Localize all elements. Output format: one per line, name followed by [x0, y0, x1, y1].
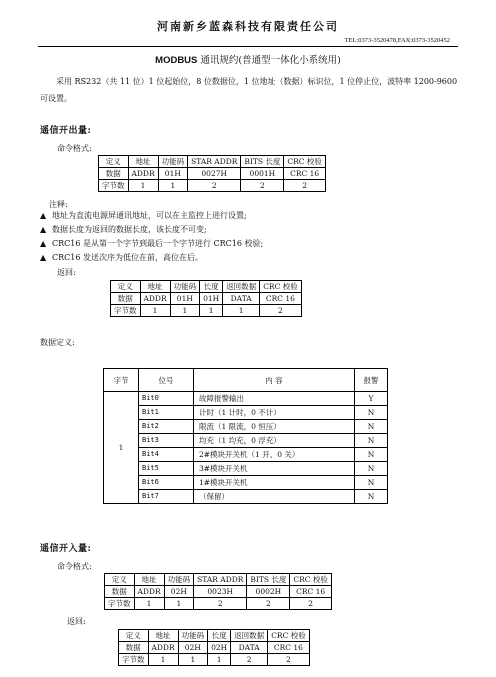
section2-heading: 遥信开入量:: [40, 544, 92, 554]
table-cell: DATA: [223, 293, 260, 305]
table-cell: Bit3: [139, 434, 194, 448]
tel-fax: TEL:0373-3520478,FAX:0373-3520452: [344, 37, 450, 44]
table-cell: CRC 16: [290, 586, 332, 598]
table-cell: 2: [231, 654, 268, 666]
table-row: [99, 156, 326, 168]
table-cell: STAR ADDR: [194, 574, 247, 586]
note-text: CRC16 是从第一个字节到最后一个字节进行 CRC16 校验;: [52, 239, 264, 248]
table-cell: 1: [140, 305, 170, 317]
table-cell: 地址: [128, 156, 158, 168]
table-cell: 0023H: [194, 586, 247, 598]
table-cell: N: [355, 420, 388, 434]
doc-title: [0, 52, 496, 66]
table-cell: CRC 校验: [284, 156, 326, 168]
table-cell: 2#模块开关机（1 开、0 关）: [194, 448, 355, 462]
table-cell: 数据: [111, 293, 141, 305]
table-cell: ADDR: [134, 586, 164, 598]
table-cell: Bit1: [139, 406, 194, 420]
table-header-cell: 内 容: [194, 369, 355, 392]
table-cell: 1: [158, 180, 188, 192]
table-row: [104, 406, 388, 420]
table-cell: Bit4: [139, 448, 194, 462]
table-cell: BITS 长度: [241, 156, 284, 168]
table-cell: 01H: [170, 293, 200, 305]
table-row: [104, 476, 388, 490]
data-def-label: 数据定义:: [40, 338, 75, 347]
table-cell: 故障报警输出: [194, 392, 355, 406]
section1-return-label: 返回:: [57, 268, 76, 277]
table-cell: 功能码: [158, 156, 188, 168]
table-cell: N: [355, 406, 388, 420]
table-cell: ADDR: [140, 293, 170, 305]
table-cell: 长度: [200, 281, 223, 293]
note-item: [40, 209, 263, 223]
table-cell: CRC 校验: [268, 630, 310, 642]
table-cell: 1: [148, 654, 178, 666]
table-cell: 01H: [200, 293, 223, 305]
table-cell: ADDR: [148, 642, 178, 654]
table-header-cell: 报警: [355, 369, 388, 392]
note-text: 数据长度为返回的数据长度，该长度不可变;: [52, 225, 207, 234]
table-row: [119, 642, 310, 654]
section2-return-table: [118, 629, 310, 666]
table-cell: 定义: [99, 156, 129, 168]
triangle-bullet-icon: ▲: [40, 225, 47, 234]
table-cell: DATA: [231, 642, 268, 654]
table-cell: CRC 16: [284, 168, 326, 180]
section1-heading: 遥信开出量:: [40, 126, 92, 136]
table-cell: CRC 校验: [290, 574, 332, 586]
notes-label: 注释:: [49, 200, 68, 209]
table-cell: 计时（1 计时，0 不计）: [194, 406, 355, 420]
title-rest: 通讯规约(普通型一体化小系统用): [197, 55, 341, 66]
table-cell: 1: [208, 654, 231, 666]
table-cell: 1: [170, 305, 200, 317]
table-cell: 字节数: [99, 180, 129, 192]
table-cell: Y: [355, 392, 388, 406]
table-cell: 0002H: [247, 586, 290, 598]
table-cell: 01H: [158, 168, 188, 180]
table-cell: N: [355, 476, 388, 490]
section1-cmd-label: 命令格式:: [57, 144, 92, 153]
section1-cmd-table: [98, 155, 326, 192]
table-cell: 功能码: [164, 574, 194, 586]
table-cell: Bit6: [139, 476, 194, 490]
table-cell: 数据: [105, 586, 135, 598]
company-name: 河南新乡蓝森科技有限责任公司: [157, 20, 339, 33]
table-cell: 2: [247, 598, 290, 610]
note-text: 地址为直流电源屏通讯地址，可以在主监控上进行设置;: [52, 211, 247, 220]
table-header-cell: 位号: [139, 369, 194, 392]
section2-cmd-table: [104, 573, 332, 610]
note-text: CRC16 发送次序为低位在前，高位在后。: [52, 253, 203, 262]
table-cell: 1: [200, 305, 223, 317]
table-row: [104, 490, 388, 504]
table-cell: 02H: [178, 642, 208, 654]
table-cell: 数据: [119, 642, 149, 654]
table-cell: 功能码: [170, 281, 200, 293]
byte-cell: 1: [104, 392, 139, 504]
table-row: [104, 434, 388, 448]
table-cell: Bit2: [139, 420, 194, 434]
table-header-row: [104, 369, 388, 392]
table-cell: 02H: [164, 586, 194, 598]
table-cell: 2: [188, 180, 241, 192]
table-row: [104, 462, 388, 476]
table-row: [99, 168, 326, 180]
table-cell: 字节数: [119, 654, 149, 666]
table-cell: 定义: [111, 281, 141, 293]
table-cell: 1: [178, 654, 208, 666]
note-item: [40, 237, 263, 251]
table-cell: 长度: [208, 630, 231, 642]
data-def-table: [103, 368, 388, 504]
table-cell: 地址: [134, 574, 164, 586]
table-cell: 2: [260, 305, 302, 317]
table-cell: 3#模块开关机: [194, 462, 355, 476]
table-cell: 1#模块开关机: [194, 476, 355, 490]
table-cell: CRC 16: [268, 642, 310, 654]
table-cell: 2: [284, 180, 326, 192]
section2-return-label: 返回:: [67, 617, 86, 626]
triangle-bullet-icon: ▲: [40, 211, 47, 220]
table-cell: N: [355, 448, 388, 462]
table-row: [105, 586, 332, 598]
table-cell: 字节数: [111, 305, 141, 317]
table-cell: 数据: [99, 168, 129, 180]
table-cell: 定义: [105, 574, 135, 586]
table-cell: CRC 16: [260, 293, 302, 305]
table-cell: 1: [223, 305, 260, 317]
table-row: [104, 420, 388, 434]
table-cell: 地址: [148, 630, 178, 642]
table-cell: ADDR: [128, 168, 158, 180]
table-row: [105, 598, 332, 610]
note-item: [40, 251, 263, 265]
table-cell: （保留）: [194, 490, 355, 504]
intro-paragraph: 采用 RS232（共 11 位）1 位起始位，8 位数据位，1 位地址（数据）标识位，1 位停止位，波特率 1200-9600 可设置。: [40, 77, 458, 103]
table-header-cell: 字节: [104, 369, 139, 392]
table-cell: N: [355, 434, 388, 448]
table-row: [119, 630, 310, 642]
table-row: [104, 392, 388, 406]
table-row: [111, 305, 302, 317]
table-cell: 0027H: [188, 168, 241, 180]
section1-return-table: [110, 280, 302, 317]
table-cell: 地址: [140, 281, 170, 293]
table-row: [105, 574, 332, 586]
table-cell: CRC 校验: [260, 281, 302, 293]
table-row: [111, 281, 302, 293]
triangle-bullet-icon: ▲: [40, 239, 47, 248]
table-cell: 2: [194, 598, 247, 610]
table-row: [111, 293, 302, 305]
title-protocol: MODBUS: [155, 55, 198, 66]
notes-list: [40, 209, 263, 265]
table-row: [119, 654, 310, 666]
table-cell: 功能码: [178, 630, 208, 642]
table-cell: 1: [128, 180, 158, 192]
table-cell: 限流（1 限流，0 恒压）: [194, 420, 355, 434]
triangle-bullet-icon: ▲: [40, 253, 47, 262]
table-cell: 02H: [208, 642, 231, 654]
table-cell: 2: [290, 598, 332, 610]
table-cell: 1: [134, 598, 164, 610]
table-cell: 返回数据: [223, 281, 260, 293]
table-cell: 字节数: [105, 598, 135, 610]
table-cell: 返回数据: [231, 630, 268, 642]
table-cell: N: [355, 490, 388, 504]
table-cell: 2: [268, 654, 310, 666]
table-cell: N: [355, 462, 388, 476]
table-row: [104, 448, 388, 462]
table-row: [99, 180, 326, 192]
table-cell: Bit0: [139, 392, 194, 406]
header-rule: [38, 46, 458, 47]
table-cell: Bit7: [139, 490, 194, 504]
table-cell: STAR ADDR: [188, 156, 241, 168]
note-item: [40, 223, 263, 237]
table-cell: 均充（1 均充，0 浮充）: [194, 434, 355, 448]
table-cell: 1: [164, 598, 194, 610]
table-cell: 2: [241, 180, 284, 192]
section2-cmd-label: 命令格式:: [57, 562, 92, 571]
table-cell: Bit5: [139, 462, 194, 476]
table-cell: 0001H: [241, 168, 284, 180]
table-cell: BITS 长度: [247, 574, 290, 586]
table-cell: 定义: [119, 630, 149, 642]
